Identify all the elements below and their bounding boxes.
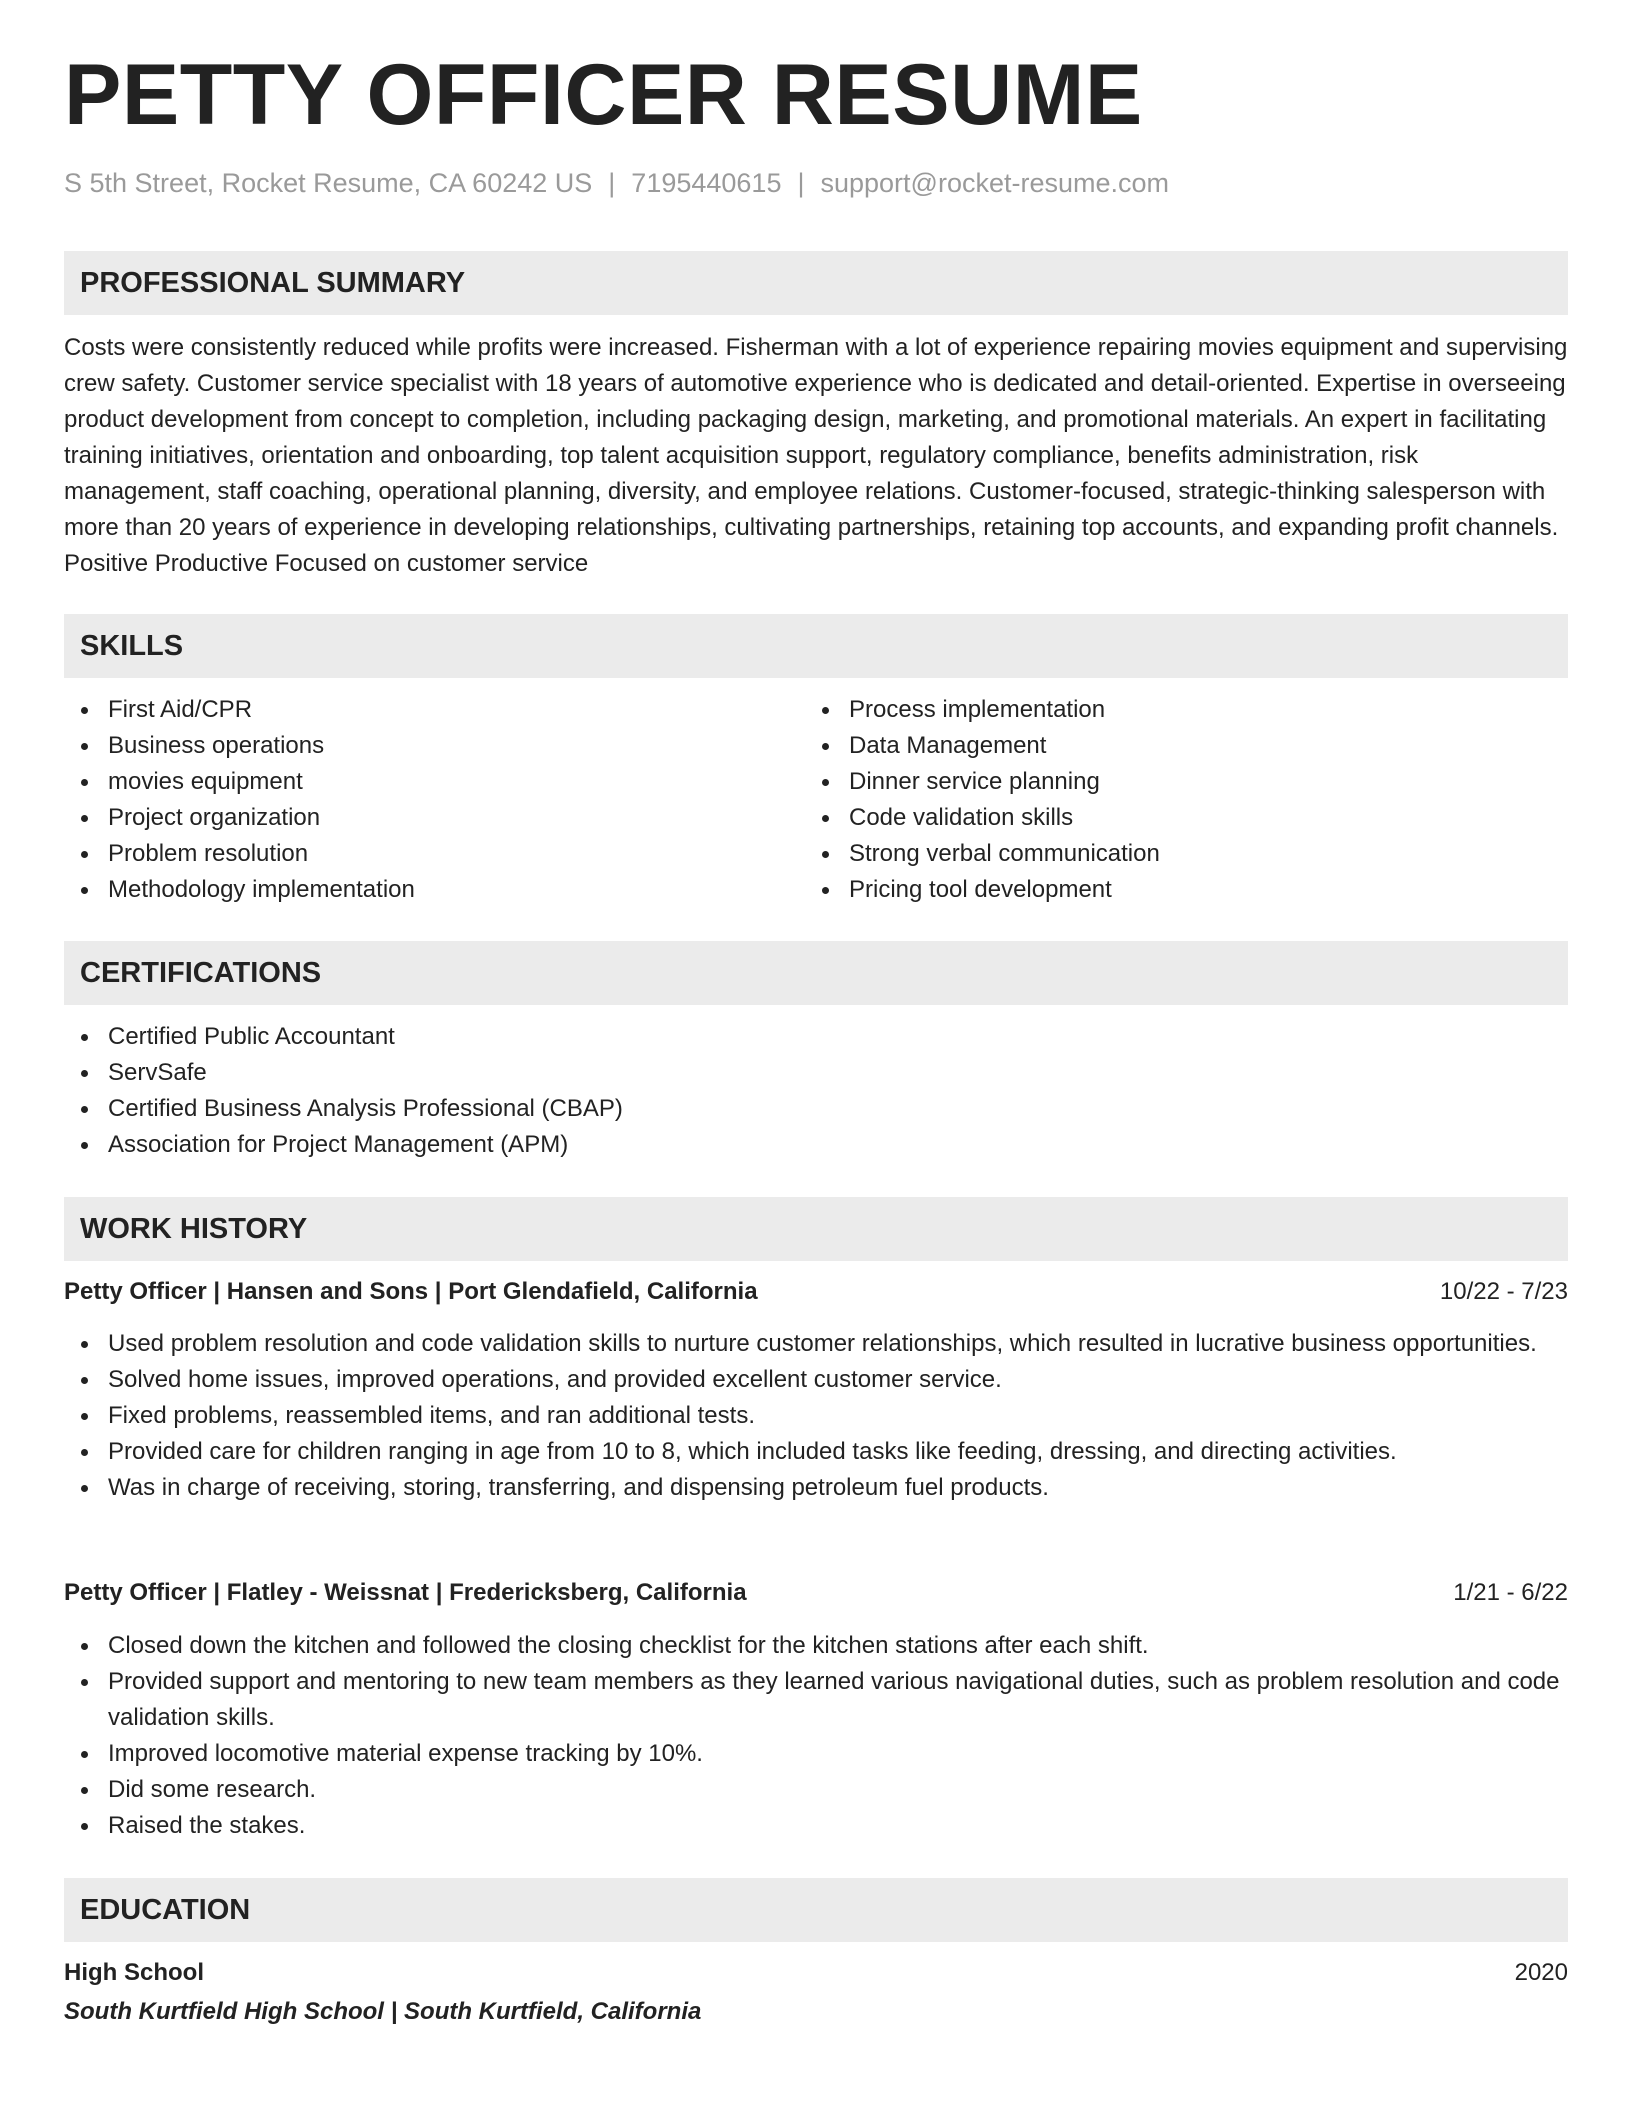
section-heading-education: EDUCATION [64,1878,1568,1942]
education-degree: High School [64,1959,204,1986]
email-link[interactable]: support@rocket-resume.com [820,168,1170,198]
resume-title: PETTY OFFICER RESUME [64,47,1143,143]
education-header [64,1955,1568,1991]
skill-item: Methodology implementation [108,872,808,908]
skill-item: Project organization [108,800,808,836]
certification-item: Certified Business Analysis Professional (CBAP) [108,1091,1568,1127]
certification-item: Association for Project Management (APM) [108,1127,1568,1163]
job-dates: 10/22 - 7/23 [1439,1278,1568,1305]
job-bullet: Closed down the kitchen and followed the closing checklist for the kitchen stations after each shift. [108,1628,1568,1664]
job-bullets [64,1326,1568,1506]
job-bullet: Solved home issues, improved operations, and provided excellent customer service. [108,1362,1568,1398]
education-school: South Kurtfield High School | South Kurtfield, California [64,1998,702,2025]
job-dates: 1/21 - 6/22 [1453,1579,1568,1606]
skill-item: Data Management [849,728,1549,764]
skill-item: Pricing tool development [849,872,1549,908]
job-bullet: Raised the stakes. [108,1808,1568,1844]
skill-item: Dinner service planning [849,764,1549,800]
skill-item: Code validation skills [849,800,1549,836]
section-heading-work-history: WORK HISTORY [64,1197,1568,1261]
job-title: Petty Officer | Hansen and Sons | Port Glendafield, California [64,1278,758,1305]
skill-item: movies equipment [108,764,808,800]
skill-item: Process implementation [849,692,1549,728]
contact-line [64,168,1169,199]
contact-separator: | [797,168,805,198]
section-heading-certifications: CERTIFICATIONS [64,941,1568,1005]
contact-separator: | [608,168,616,198]
job-header [64,1274,1568,1310]
certifications-list [64,1019,1568,1163]
job-bullet: Used problem resolution and code validation skills to nurture customer relationships, which resulted in lucrative business opportunities. [108,1326,1568,1362]
job-bullet: Provided support and mentoring to new team members as they learned various navigational duties, such as problem resolution and code validation skills. [108,1664,1568,1736]
skill-item: Business operations [108,728,808,764]
job-bullet: Was in charge of receiving, storing, transferring, and dispensing petroleum fuel products. [108,1470,1568,1506]
phone: 7195440615 [631,168,782,198]
job-bullets [64,1628,1568,1844]
skills-list-right [805,692,1549,908]
certification-item: ServSafe [108,1055,1568,1091]
job-title: Petty Officer | Flatley - Weissnat | Fredericksberg, California [64,1579,747,1606]
job-bullet: Did some research. [108,1772,1568,1808]
skill-item: First Aid/CPR [108,692,808,728]
job-bullet: Improved locomotive material expense tracking by 10%. [108,1736,1568,1772]
job-bullet: Provided care for children ranging in age from 10 to 8, which included tasks like feeding, dressing, and directing activities. [108,1434,1568,1470]
job-bullet: Fixed problems, reassembled items, and ran additional tests. [108,1398,1568,1434]
skill-item: Strong verbal communication [849,836,1549,872]
skills-list-left [64,692,808,908]
section-heading-summary: PROFESSIONAL SUMMARY [64,251,1568,315]
summary-text: Costs were consistently reduced while profits were increased. Fisherman with a lot of experience repairing movies equipment and supervising crew safety. Customer service specialist with 18 years of automotive experience who is dedicated and detail-oriented. Expertise in overseeing product development from concept to completion, including packaging design, marketing, and promotional materials. An expert in facilitating training initiatives, orientation and onboarding, top talent acquisition support, regulatory compliance, benefits administration, risk management, staff coaching, operational planning, diversity, and employee relations. Customer-focused, strategic-thinking salesperson with more than 20 years of experience in developing relationships, cultivating partnerships, retaining top accounts, and expanding profit channels. Positive Productive Focused on customer service [64,334,1568,577]
section-heading-skills: SKILLS [64,614,1568,678]
education-year: 2020 [1514,1959,1568,1986]
certification-item: Certified Public Accountant [108,1019,1568,1055]
skill-item: Problem resolution [108,836,808,872]
address: S 5th Street, Rocket Resume, CA 60242 US [64,168,593,198]
job-header [64,1575,1568,1611]
